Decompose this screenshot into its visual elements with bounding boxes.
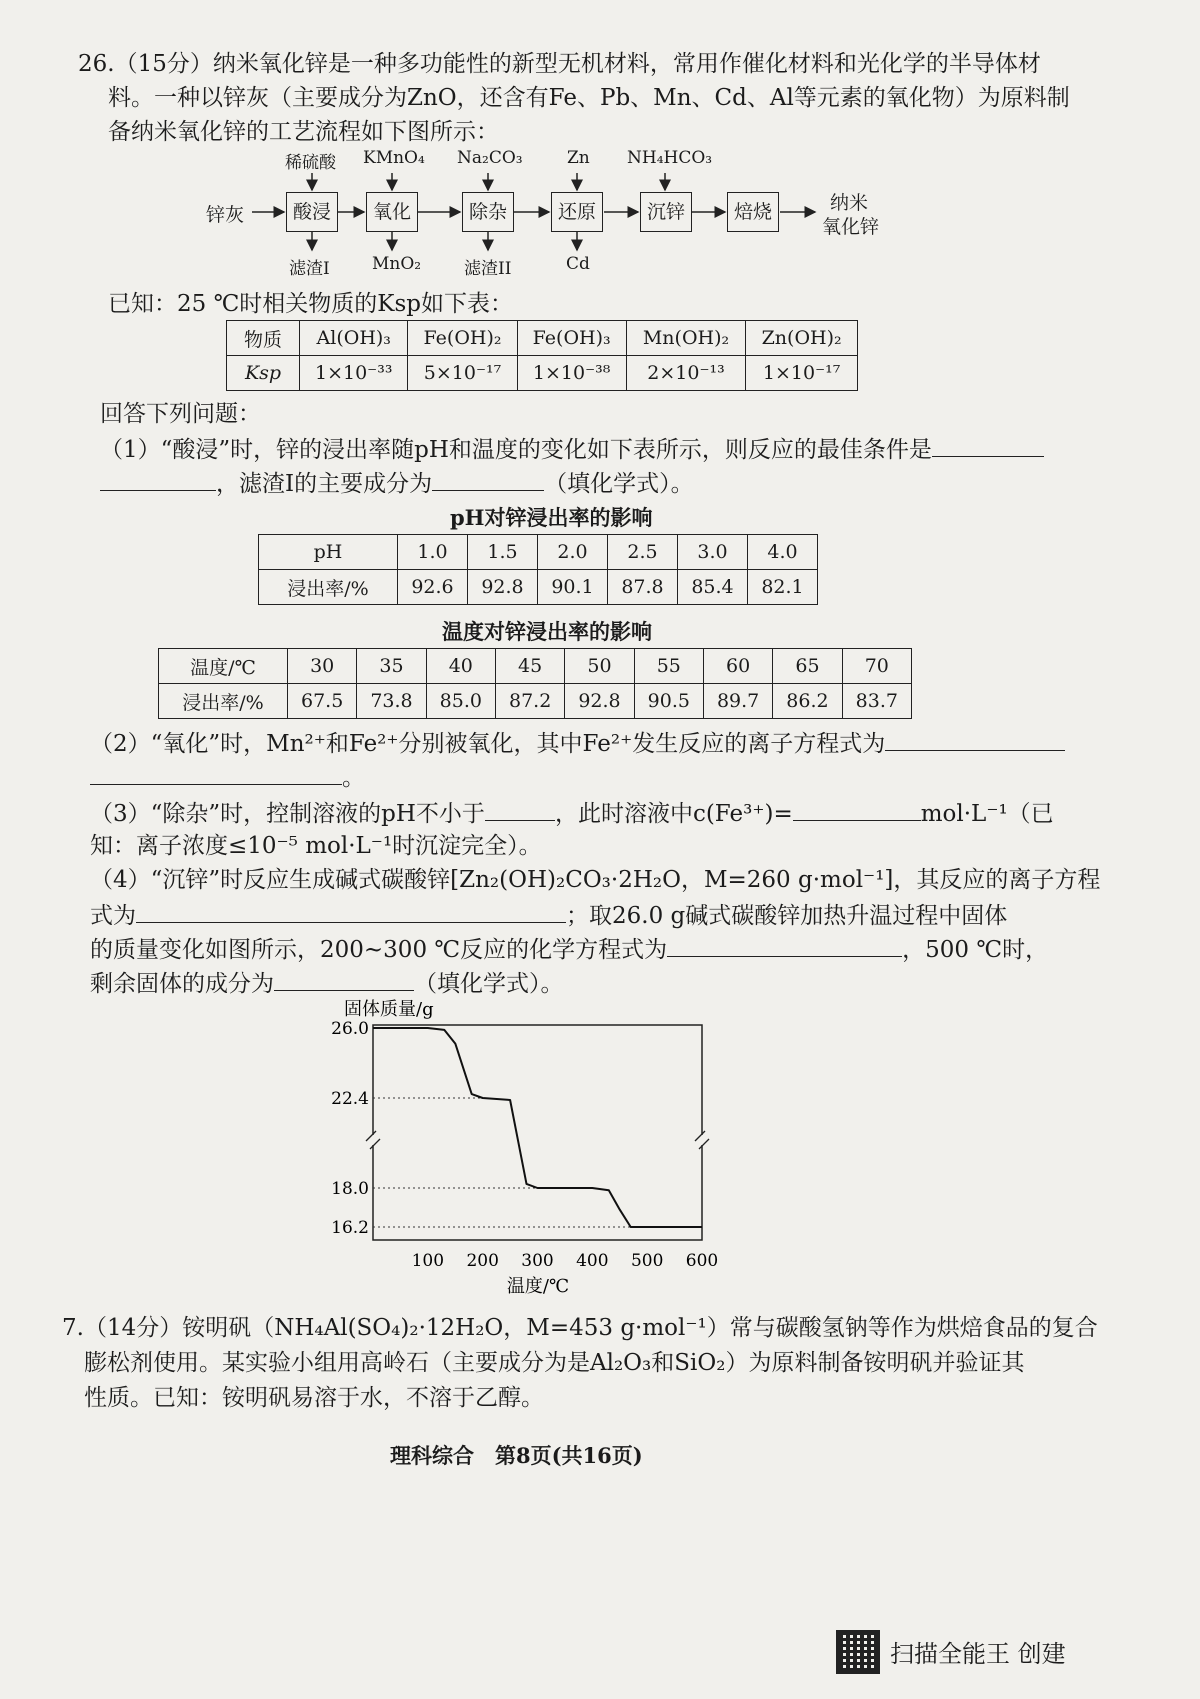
table-cell: 85.0 <box>426 684 495 719</box>
table-cell: 87.2 <box>495 684 564 719</box>
table-cell: 50 <box>565 649 634 684</box>
answer-blank[interactable] <box>274 964 414 991</box>
answer-blank[interactable] <box>932 430 1044 457</box>
q27-line2: 膨松剂使用。某实验小组用高岭石（主要成分为是Al₂O₃和SiO₂）为原料制备铵明矾并验证其 <box>84 1350 1025 1376</box>
flow-output-cd: Cd <box>566 254 590 274</box>
flow-step-oxidize: 氧化 <box>366 192 418 232</box>
q26-line2: 料。一种以锌灰（主要成分为ZnO，还含有Fe、Pb、Mn、Cd、Al等元素的氧化物）为原料制 <box>108 85 1070 111</box>
flow-step-precipitate: 沉锌 <box>640 192 692 232</box>
table-cell: Al(OH)₃ <box>300 321 408 356</box>
x-tick-label: 200 <box>466 1251 499 1271</box>
table-cell: 40 <box>426 649 495 684</box>
part2-text-b: 。 <box>342 765 365 791</box>
answer-intro: 回答下列问题： <box>100 401 261 427</box>
y-axis-label: 固体质量/g <box>344 999 434 1020</box>
answer-blank[interactable] <box>485 794 555 821</box>
q26-part4-line2 <box>90 896 1007 934</box>
x-tick-label: 400 <box>576 1251 609 1271</box>
table-cell: 浸出率/% <box>259 570 398 605</box>
plot-frame <box>373 1025 702 1240</box>
table-cell: 65 <box>773 649 842 684</box>
q26-part4-line1: （4）“沉锌”时反应生成碱式碳酸锌[Zn₂(OH)₂CO₃·2H₂O，M=260 g·mol⁻¹]，其反应的离子方程 <box>90 867 1101 893</box>
y-tick-label: 18.0 <box>331 1179 369 1199</box>
table-cell: 87.8 <box>608 570 678 605</box>
table-cell: 35 <box>357 649 426 684</box>
table-cell: 温度/℃ <box>159 649 288 684</box>
q26-part3-line2: 知：离子浓度≤10⁻⁵ mol·L⁻¹时沉淀完全）。 <box>90 833 542 859</box>
ksp-table <box>226 320 858 391</box>
q26-line3: 备纳米氧化锌的工艺流程如下图所示： <box>108 119 499 145</box>
flow-step-purify: 除杂 <box>462 192 514 232</box>
table-cell: 5×10⁻¹⁷ <box>408 356 517 391</box>
table-cell: 70 <box>842 649 911 684</box>
table-cell: 82.1 <box>748 570 818 605</box>
ph-table-caption: pH对锌浸出率的影响 <box>450 505 653 530</box>
flow-step-acid-leach: 酸浸 <box>286 192 338 232</box>
part4-text-e: ，500 ℃时， <box>902 937 1049 963</box>
table-cell: 2.0 <box>538 535 608 570</box>
table-cell: 4.0 <box>748 535 818 570</box>
table-cell: Mn(OH)₂ <box>626 321 746 356</box>
flow-end-label-1: 纳米 <box>830 192 869 214</box>
q26-part4-line3 <box>90 930 1048 968</box>
table-cell: 60 <box>703 649 772 684</box>
table-row <box>227 321 858 356</box>
table-cell: Zn(OH)₂ <box>746 321 858 356</box>
part1-text-b: ，滤渣I的主要成分为 <box>216 471 433 497</box>
table-cell: 30 <box>288 649 357 684</box>
table-cell: 55 <box>634 649 703 684</box>
temp-table <box>158 648 912 719</box>
table-cell: 67.5 <box>288 684 357 719</box>
answer-blank[interactable] <box>793 794 921 821</box>
table-row <box>259 535 818 570</box>
part1-text-a: （1）“酸浸”时，锌的浸出率随pH和温度的变化如下表所示，则反应的最佳条件是 <box>100 437 932 463</box>
x-tick-label: 600 <box>685 1251 719 1271</box>
part1-text-c: （填化学式）。 <box>544 471 694 497</box>
flow-output-residue-1: 滤渣I <box>289 259 330 279</box>
table-cell: 86.2 <box>773 684 842 719</box>
table-cell: 1×10⁻³⁸ <box>517 356 626 391</box>
table-cell: 2×10⁻¹³ <box>626 356 746 391</box>
x-tick-label: 300 <box>521 1251 554 1271</box>
flow-input-na2co3: Na₂CO₃ <box>457 148 523 168</box>
table-row <box>159 684 912 719</box>
x-tick-label: 500 <box>630 1251 664 1271</box>
table-cell: 1.5 <box>468 535 538 570</box>
answer-blank[interactable] <box>90 758 342 785</box>
table-cell: Ksp <box>227 356 300 391</box>
table-cell: 85.4 <box>678 570 748 605</box>
table-cell: 2.5 <box>608 535 678 570</box>
part4-text-b: 式为 <box>90 903 136 929</box>
table-cell: pH <box>259 535 398 570</box>
scanner-watermark: 扫描全能王 创建 <box>890 1640 1066 1668</box>
q26-line1: 26.（15分）纳米氧化锌是一种多功能性的新型无机材料，常用作催化材料和光化学的半导体材 <box>78 51 1041 77</box>
q26-part2-line1 <box>90 724 1065 762</box>
answer-blank[interactable] <box>136 896 566 923</box>
table-cell: 1×10⁻³³ <box>300 356 408 391</box>
flow-input-nh4hco3: NH₄HCO₃ <box>627 148 713 168</box>
axis-break-gap <box>696 1135 708 1145</box>
ph-table <box>258 534 818 605</box>
qr-code-icon <box>836 1630 880 1674</box>
flow-input-dilute-h2so4: 稀硫酸 <box>285 153 336 173</box>
flow-output-residue-2: 滤渣II <box>464 259 512 279</box>
temp-table-caption: 温度对锌浸出率的影响 <box>442 619 652 644</box>
y-tick-label: 22.4 <box>331 1089 369 1109</box>
answer-blank[interactable] <box>100 464 216 491</box>
flow-input-kmno4: KMnO₄ <box>363 148 425 168</box>
q26-part1-line1 <box>100 430 1044 468</box>
part4-text-g: （填化学式）。 <box>414 971 564 997</box>
answer-blank[interactable] <box>432 464 544 491</box>
table-cell: 90.1 <box>538 570 608 605</box>
q26-part2-line2 <box>90 758 365 796</box>
q27-line3: 性质。已知：铵明矾易溶于水，不溶于乙醇。 <box>84 1385 544 1411</box>
q27-line1: 7.（14分）铵明矾（NH₄Al(SO₄)₂·12H₂O，M=453 g·mol⁻¹）常与碳酸氢钠等作为烘焙食品的复合 <box>62 1315 1098 1341</box>
table-cell: 浸出率/% <box>159 684 288 719</box>
table-cell: 73.8 <box>357 684 426 719</box>
table-row <box>227 356 858 391</box>
table-cell: 1.0 <box>398 535 468 570</box>
ksp-intro: 已知：25 ℃时相关物质的Ksp如下表： <box>108 291 514 317</box>
flow-step-calcine: 焙烧 <box>727 192 779 232</box>
axis-break-gap <box>367 1135 379 1145</box>
table-cell: Fe(OH)₂ <box>408 321 517 356</box>
table-cell: 1×10⁻¹⁷ <box>746 356 858 391</box>
table-cell: 92.8 <box>468 570 538 605</box>
answer-blank[interactable] <box>667 930 902 957</box>
table-cell: 92.6 <box>398 570 468 605</box>
part4-text-d: 的质量变化如图所示，200~300 ℃反应的化学方程式为 <box>90 937 668 963</box>
flow-start-label: 锌灰 <box>206 204 245 226</box>
y-tick-label: 26.0 <box>331 1019 369 1039</box>
q26-part3-line1 <box>90 794 1054 832</box>
table-row <box>159 649 912 684</box>
flow-input-zn: Zn <box>567 148 590 168</box>
part3-text-c: mol·L⁻¹（已 <box>920 801 1054 827</box>
table-cell: 45 <box>495 649 564 684</box>
table-cell: 83.7 <box>842 684 911 719</box>
part2-text-a: （2）“氧化”时，Mn²⁺和Fe²⁺分别被氧化，其中Fe²⁺发生反应的离子方程式为 <box>90 731 886 757</box>
table-cell: 物质 <box>227 321 300 356</box>
table-cell: 3.0 <box>678 535 748 570</box>
part3-text-b: ，此时溶液中c(Fe³⁺)= <box>554 801 793 827</box>
page-footer: 理科综合 第8页(共16页) <box>390 1443 643 1468</box>
flow-end-label-2: 氧化锌 <box>822 216 880 238</box>
x-tick-label: 100 <box>411 1251 445 1271</box>
table-row <box>259 570 818 605</box>
table-cell: 89.7 <box>703 684 772 719</box>
part4-text-f: 剩余固体的成分为 <box>90 971 274 997</box>
flow-output-mno2: MnO₂ <box>372 254 422 274</box>
part3-text-a: （3）“除杂”时，控制溶液的pH不小于 <box>90 801 485 827</box>
part4-text-c: ；取26.0 g碱式碳酸锌加热升温过程中固体 <box>566 903 1008 929</box>
q26-part1-line2 <box>100 464 694 502</box>
x-axis-label: 温度/℃ <box>506 1276 570 1295</box>
y-tick-label: 16.2 <box>331 1218 369 1238</box>
mass-curve <box>373 1028 702 1227</box>
table-cell: 92.8 <box>565 684 634 719</box>
process-flow-diagram <box>0 140 1200 280</box>
table-cell: 90.5 <box>634 684 703 719</box>
answer-blank[interactable] <box>885 724 1065 751</box>
mass-temperature-chart <box>300 995 760 1295</box>
table-cell: Fe(OH)₃ <box>517 321 626 356</box>
flow-step-reduce: 还原 <box>551 192 603 232</box>
